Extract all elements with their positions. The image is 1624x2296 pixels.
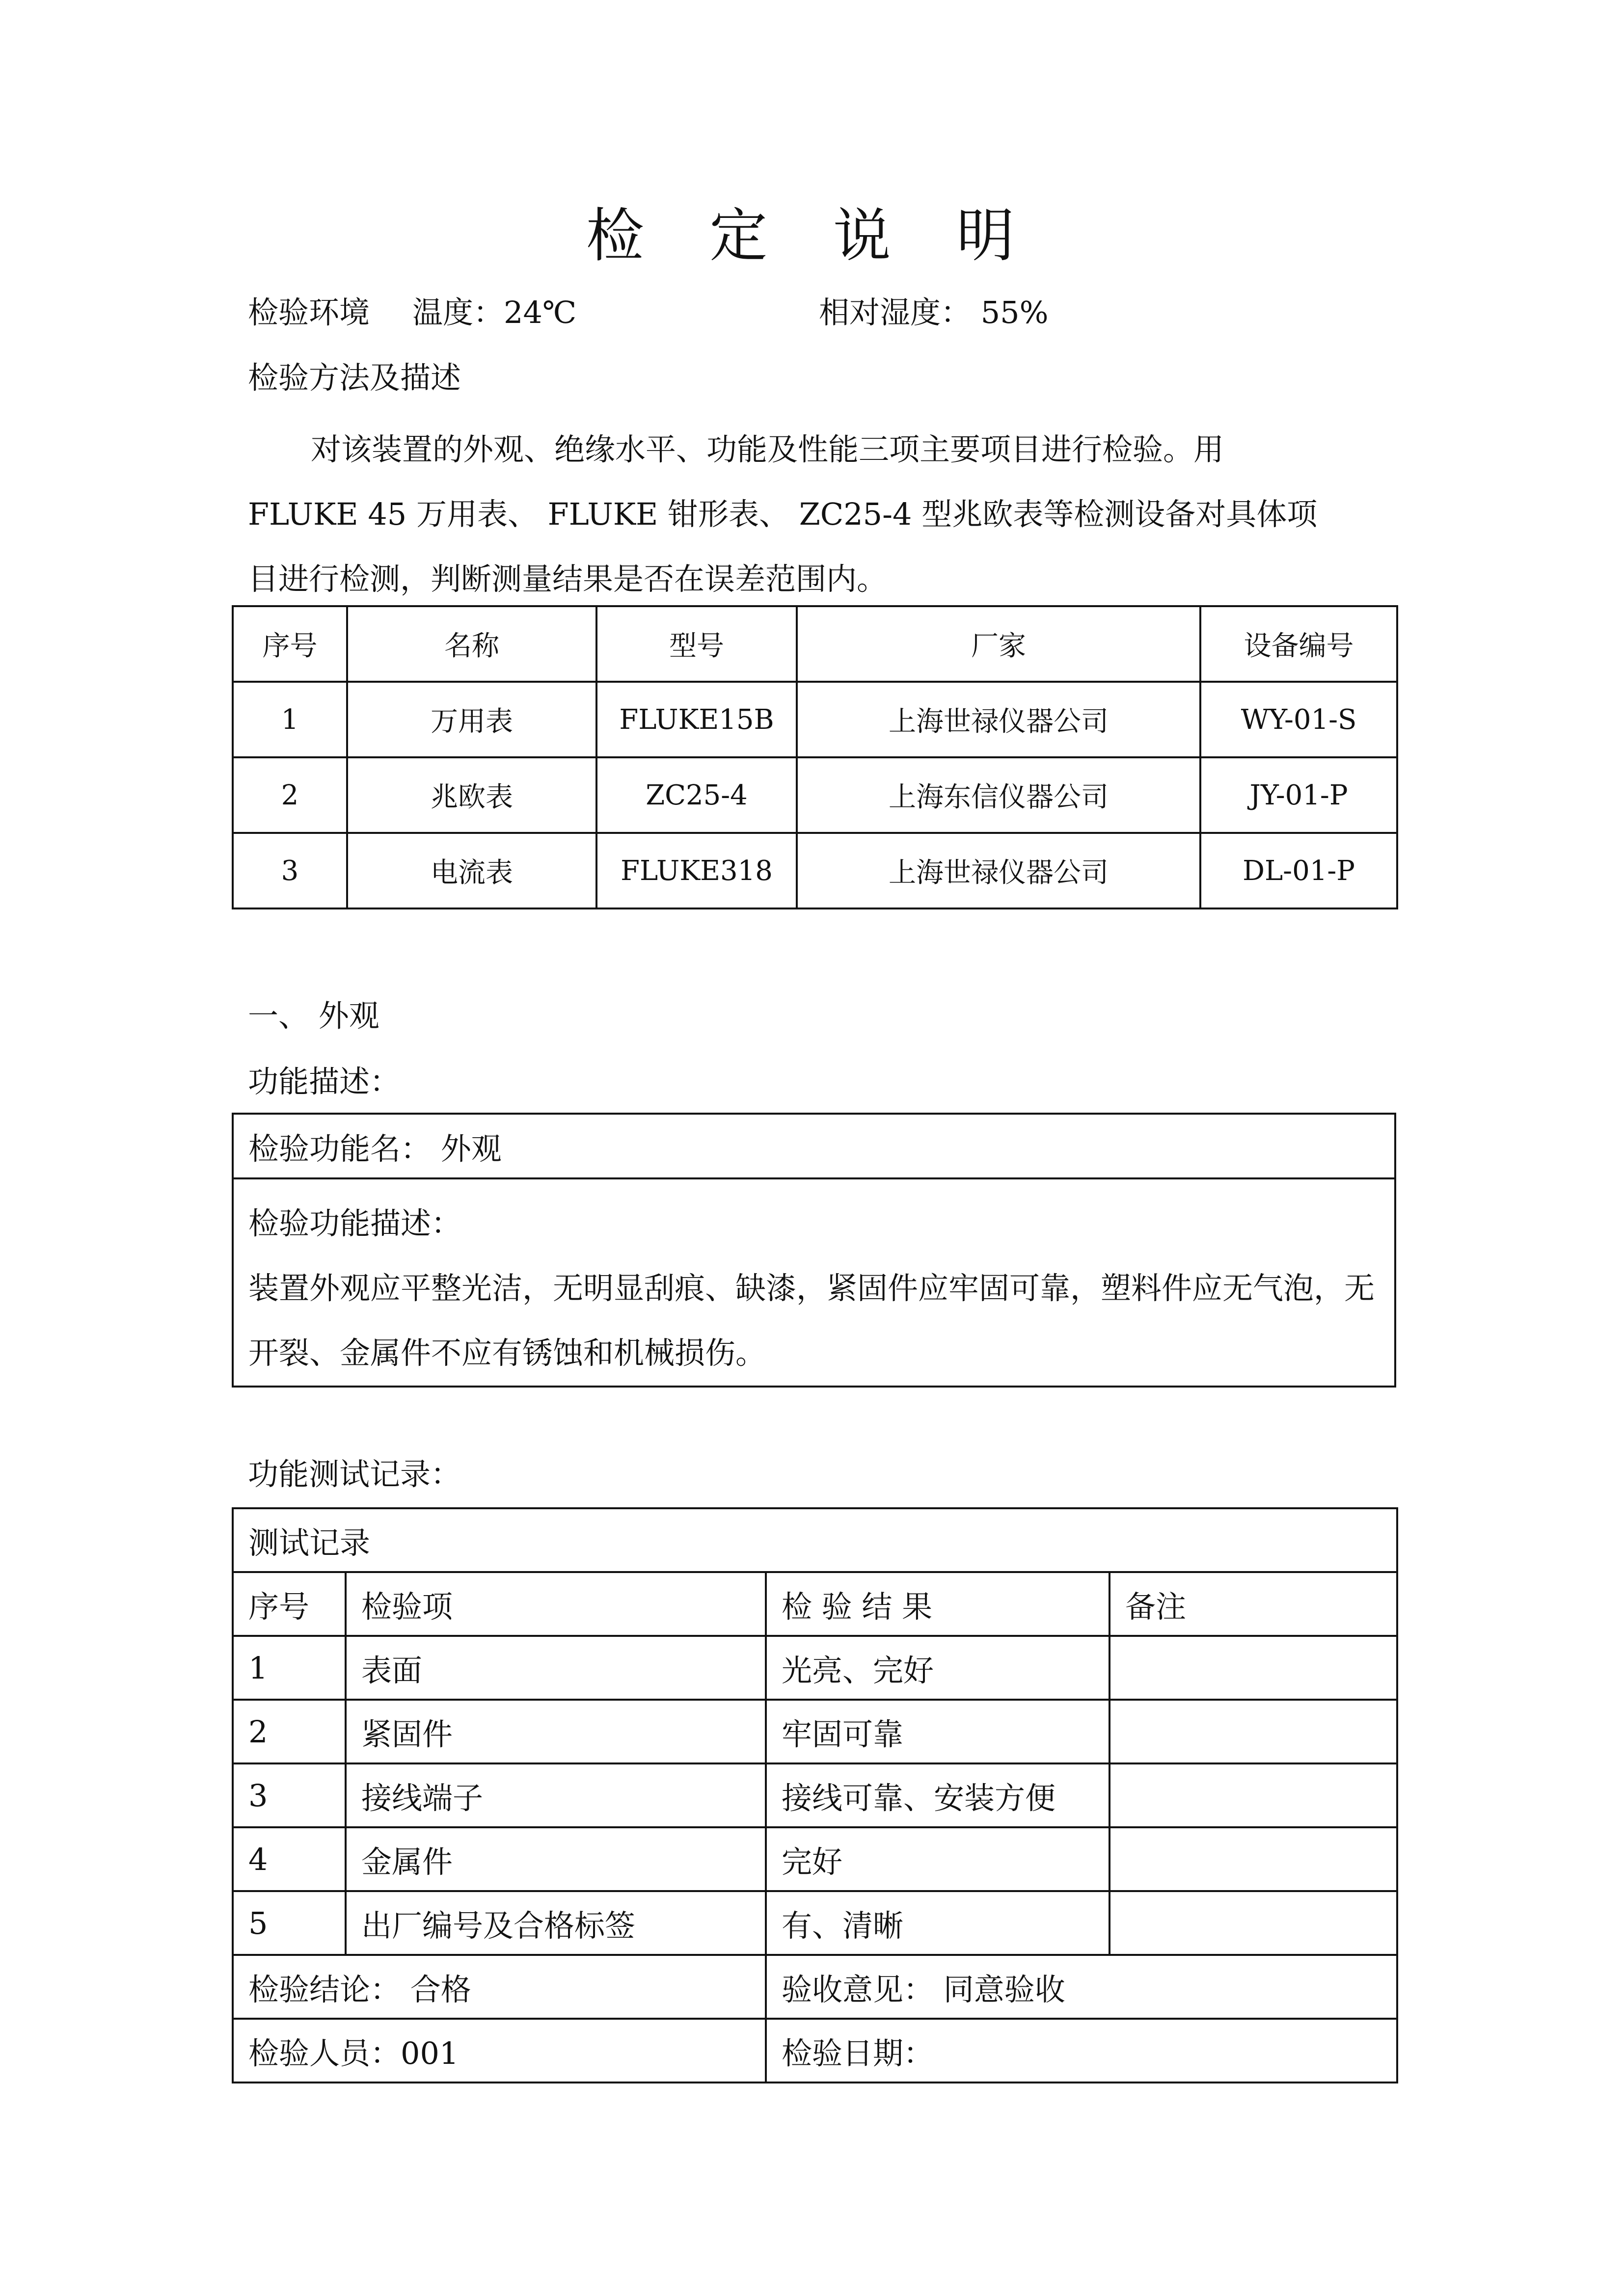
equipment-table [232,605,1398,909]
conclusion-cell: 检验结论： 合格 [233,1955,766,2019]
record-header-cell: 检 验 结 果 [766,1572,1110,1636]
record-title-row [233,1508,1397,1572]
table-cell [1110,1827,1397,1891]
record-header-cell: 序号 [233,1572,346,1636]
section-1-heading: 一、 外观 [248,998,379,1034]
page-title: 检 定 说 明 [586,202,1038,269]
table-cell: 紧固件 [346,1700,766,1763]
table-cell: 表面 [346,1636,766,1700]
table-cell: 1 [233,682,347,757]
table-cell: DL-01-P [1200,833,1397,908]
function-description-text: 装置外观应平整光洁，无明显刮痕、缺漆，紧固件应牢固可靠，塑料件应无气泡，无开裂、金属件不应有锈蚀和机械损伤。 [248,1270,1375,1371]
table-cell [1110,1763,1397,1827]
table-cell: 兆欧表 [347,757,596,833]
environment-label: 检验环境 [248,294,370,330]
table-cell: 接线可靠、安装方便 [766,1763,1110,1827]
function-name-row [233,1114,1395,1178]
function-description-table [232,1113,1396,1388]
table-cell: 金属件 [346,1827,766,1891]
table-cell: ZC25-4 [596,757,797,833]
method-line-2: FLUKE 45 万用表、 FLUKE 钳形表、 ZC25-4 型兆欧表等检测设备对具体项 [248,496,1318,532]
table-cell: 出厂编号及合格标签 [346,1891,766,1955]
table-cell: 5 [233,1891,346,1955]
inspection-date-cell: 检验日期： [766,2019,1397,2082]
table-cell: 3 [233,833,347,908]
test-record-table [232,1507,1398,2083]
record-title-cell: 测试记录 [233,1508,1397,1572]
table-row [233,1700,1397,1763]
table-cell [1110,1636,1397,1700]
table-cell: 光亮、完好 [766,1636,1110,1700]
signature-row [233,2019,1397,2082]
table-cell: 3 [233,1763,346,1827]
table-cell: 上海东信仪器公司 [797,757,1200,833]
table-row [233,682,1397,757]
temperature-text: 温度：24℃ [412,294,577,330]
record-header-row [233,1572,1397,1636]
table-cell: 2 [233,1700,346,1763]
function-description-cell [233,1178,1395,1387]
table-row [233,1636,1397,1700]
record-header-cell: 检验项 [346,1572,766,1636]
function-description-label: 功能描述： [248,1064,401,1099]
method-heading: 检验方法及描述 [248,360,461,396]
table-cell: 上海世禄仪器公司 [797,682,1200,757]
method-paragraph [248,417,1377,612]
function-test-record-label: 功能测试记录： [248,1456,461,1492]
table-row [233,1827,1397,1891]
table-cell: 1 [233,1636,346,1700]
method-line-1: 对该装置的外观、绝缘水平、功能及性能三项主要项目进行检验。用 [311,431,1224,467]
method-line-3: 目进行检测，判断测量结果是否在误差范围内。 [248,561,888,597]
equipment-header-cell: 名称 [347,606,596,682]
table-cell: 4 [233,1827,346,1891]
table-cell: 万用表 [347,682,596,757]
humidity-text: 相对湿度： 55% [819,294,1049,330]
table-cell [1110,1891,1397,1955]
table-cell: 完好 [766,1827,1110,1891]
table-cell: FLUKE15B [596,682,797,757]
function-description-title: 检验功能描述： [248,1205,462,1241]
table-cell: 2 [233,757,347,833]
table-cell [1110,1700,1397,1763]
record-header-cell: 备注 [1110,1572,1397,1636]
table-cell: 上海世禄仪器公司 [797,833,1200,908]
function-description-row [233,1178,1395,1387]
equipment-header-row [233,606,1397,682]
table-row [233,1763,1397,1827]
equipment-header-cell: 厂家 [797,606,1200,682]
table-cell: WY-01-S [1200,682,1397,757]
table-cell: JY-01-P [1200,757,1397,833]
table-cell: 电流表 [347,833,596,908]
table-cell: 接线端子 [346,1763,766,1827]
equipment-header-cell: 型号 [596,606,797,682]
inspector-cell: 检验人员：001 [233,2019,766,2082]
conclusion-row [233,1955,1397,2019]
table-cell: 有、清晰 [766,1891,1110,1955]
table-cell: 牢固可靠 [766,1700,1110,1763]
table-row [233,1891,1397,1955]
equipment-header-cell: 设备编号 [1200,606,1397,682]
acceptance-cell: 验收意见： 同意验收 [766,1955,1397,2019]
table-row [233,833,1397,908]
function-name-cell: 检验功能名： 外观 [233,1114,1395,1178]
equipment-header-cell: 序号 [233,606,347,682]
table-cell: FLUKE318 [596,833,797,908]
table-row [233,757,1397,833]
